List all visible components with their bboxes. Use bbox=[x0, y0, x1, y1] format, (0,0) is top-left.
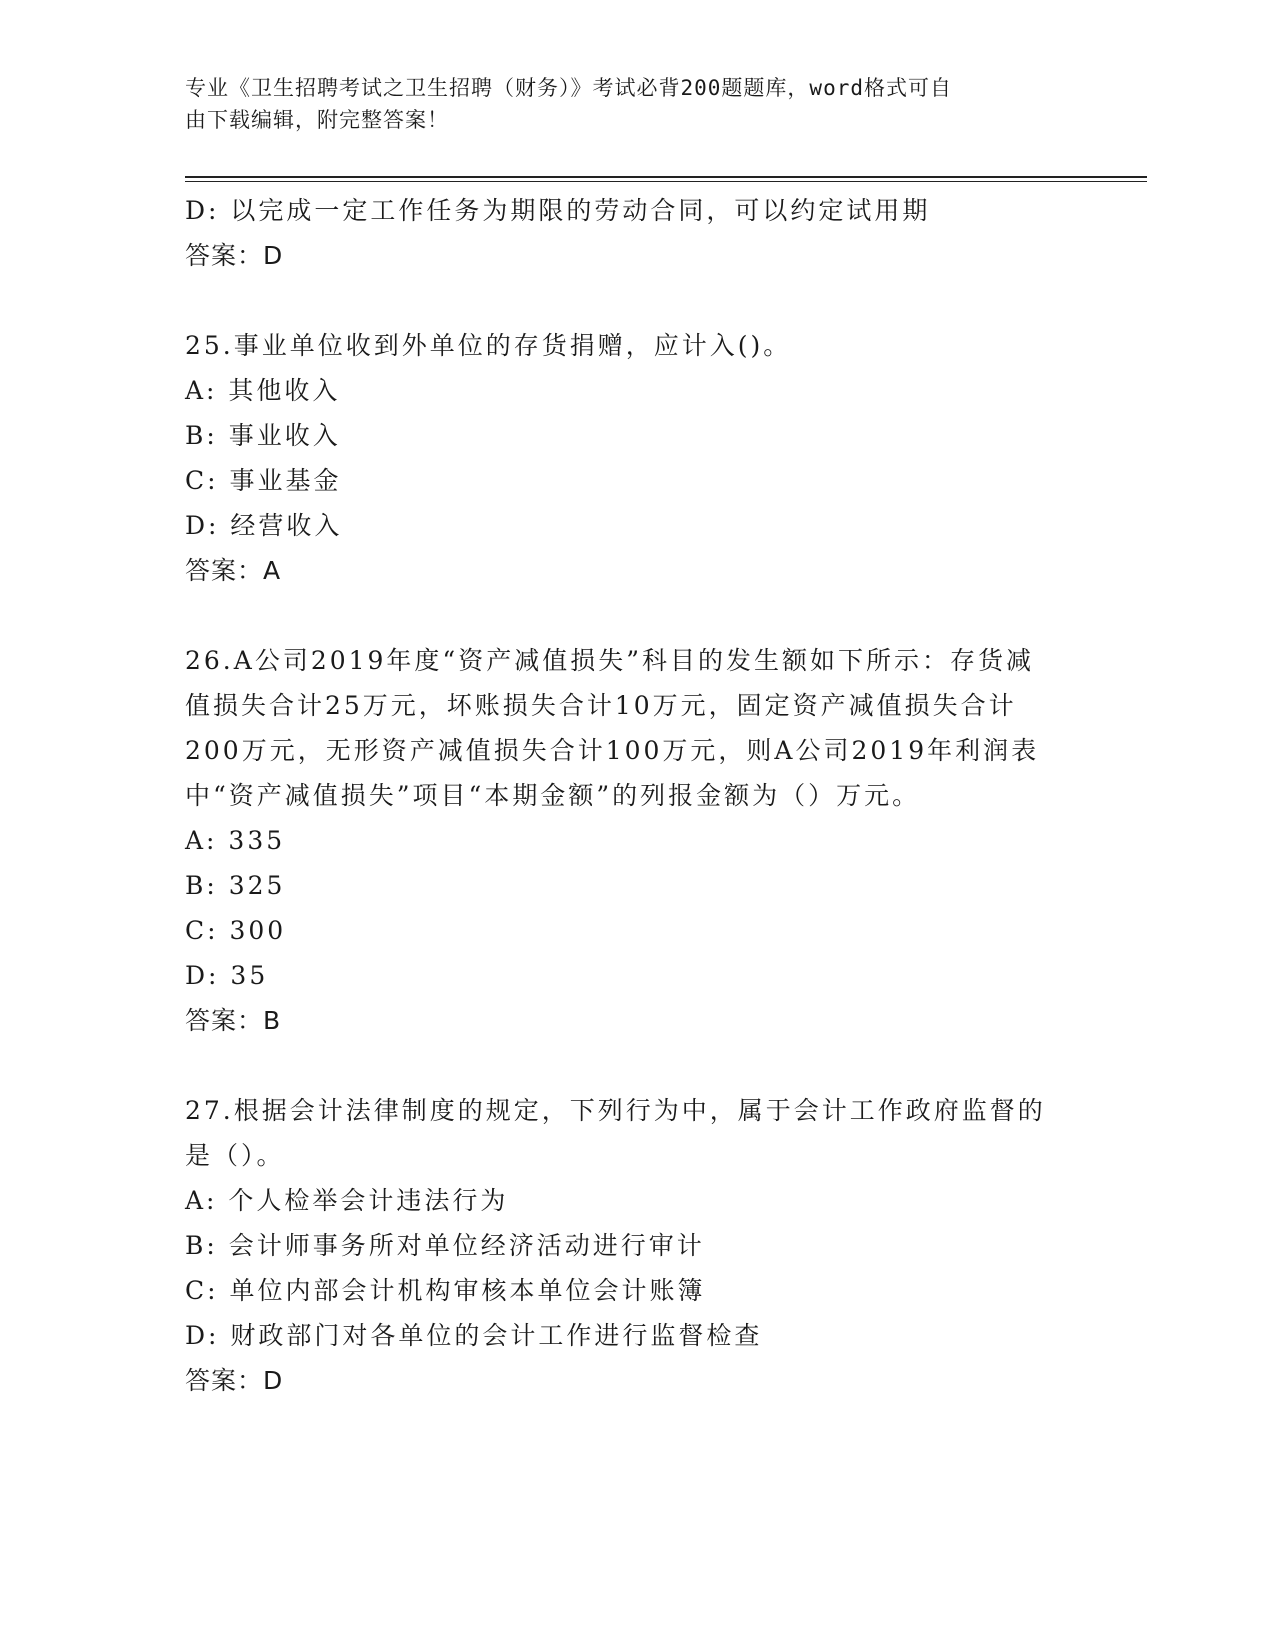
document-header bbox=[185, 72, 1065, 136]
question-stem-line-2: 是（）。 bbox=[185, 1141, 285, 1170]
option-a: A: 其他收入 bbox=[185, 376, 341, 405]
question-26 bbox=[185, 638, 1085, 1043]
option-d: D: 财政部门对各单位的会计工作进行监督检查 bbox=[185, 1321, 763, 1350]
option-d: D: 经营收入 bbox=[185, 511, 343, 540]
header-line-1: 专业《卫生招聘考试之卫生招聘（财务）》考试必背200题题库，word格式可自 bbox=[185, 76, 952, 100]
option-d: D: 35 bbox=[185, 961, 269, 990]
option-b: B: 事业收入 bbox=[185, 421, 341, 450]
header-divider-thin bbox=[185, 181, 1147, 182]
question-25 bbox=[185, 323, 1085, 593]
option-a: A: 个人检举会计违法行为 bbox=[185, 1186, 509, 1215]
answer: 答案：B bbox=[185, 1006, 282, 1035]
option-b: B: 325 bbox=[185, 871, 286, 900]
question-27 bbox=[185, 1088, 1085, 1403]
option-d: D: 以完成一定工作任务为期限的劳动合同，可以约定试用期 bbox=[185, 196, 931, 225]
option-c: C: 300 bbox=[185, 916, 287, 945]
option-c: C: 单位内部会计机构审核本单位会计账簿 bbox=[185, 1276, 706, 1305]
question-stem-line-1: 26.A公司2019年度“资产减值损失”科目的发生额如下所示：存货减 bbox=[185, 646, 1034, 675]
answer: 答案：D bbox=[185, 1366, 284, 1395]
header-divider-thick bbox=[185, 176, 1147, 178]
option-b: B: 会计师事务所对单位经济活动进行审计 bbox=[185, 1231, 705, 1260]
question-stem-line-4: 中“资产减值损失”项目“本期金额”的列报金额为（）万元。 bbox=[185, 781, 921, 810]
answer: 答案：D bbox=[185, 241, 284, 270]
option-c: C: 事业基金 bbox=[185, 466, 342, 495]
question-stem-line-1: 27.根据会计法律制度的规定，下列行为中，属于会计工作政府监督的 bbox=[185, 1096, 1046, 1125]
option-a: A: 335 bbox=[185, 826, 286, 855]
header-line-2: 由下载编辑，附完整答案！ bbox=[185, 108, 449, 132]
question-stem-line-3: 200万元，无形资产减值损失合计100万元，则A公司2019年利润表 bbox=[185, 736, 1040, 765]
question-stem: 25.事业单位收到外单位的存货捐赠，应计入()。 bbox=[185, 331, 792, 360]
answer: 答案：A bbox=[185, 556, 282, 585]
question-24-tail bbox=[185, 188, 1085, 278]
question-stem-line-2: 值损失合计25万元，坏账损失合计10万元，固定资产减值损失合计 bbox=[185, 691, 1017, 720]
document-body bbox=[185, 188, 1085, 1403]
